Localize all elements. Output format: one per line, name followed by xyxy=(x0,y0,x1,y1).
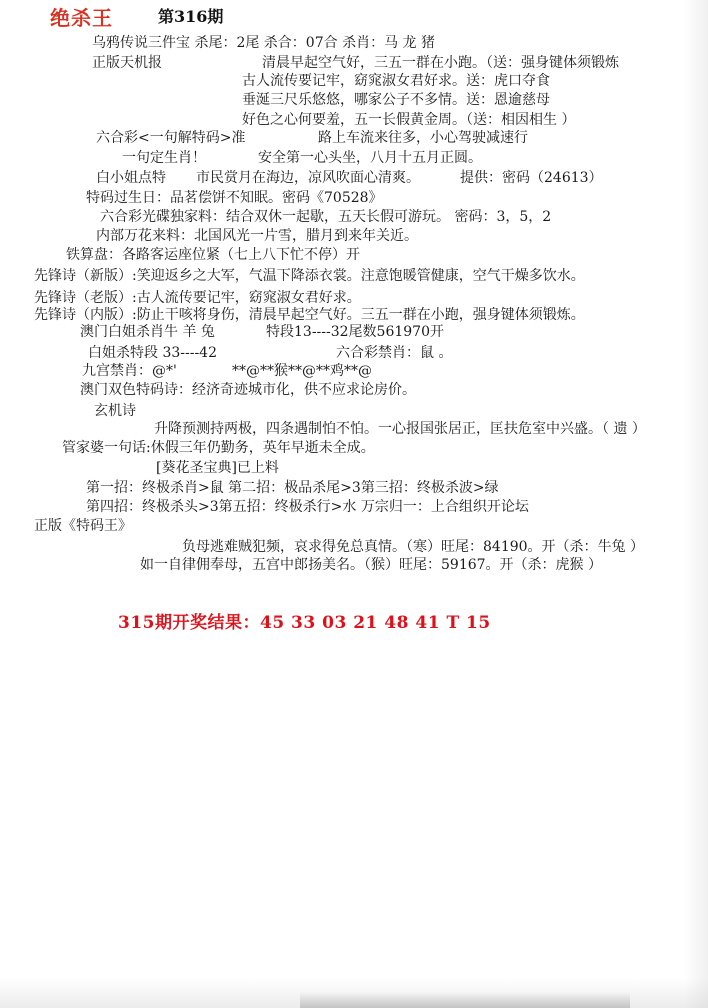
line-poem-2: 古人流传要记牢，窈窕淑女君好求。送：虎口夺食 xyxy=(242,73,550,89)
line-poem-3: 垂涎三尺乐悠悠，哪家公子不多情。送：恩逾慈母 xyxy=(242,92,550,108)
line-kuihua-title: [葵花圣宝典]已上料 xyxy=(156,460,279,476)
line-poem-1: 清晨早起空气好，三五一群在小跑。（送：强身键体须锻炼 xyxy=(262,55,619,71)
line-teduan: 特段13----32尾数561970开 xyxy=(266,324,444,340)
line-temawang-2: 如一自律佣奉母，五宫中郎扬美名。（猴）旺尾：59167。开（杀：虎猴 ） xyxy=(140,557,602,573)
line-tianjibao: 正版天机报 xyxy=(92,55,162,71)
line-liuhe-yiju: 六合彩<一句解特码>准 xyxy=(96,130,246,146)
line-kuihua-2: 第四招：终极杀头>3第五招：终极杀行>水 万宗归一：上合组织开论坛 xyxy=(86,499,529,515)
lottery-result: 315期开奖结果：45 33 03 21 48 41 T 15 xyxy=(118,613,491,633)
line-birthday: 特码过生日：品茗偿饼不知眠。密码《70528》 xyxy=(86,190,383,206)
bottom-scan-smear xyxy=(300,992,630,1008)
line-wanhua: 内部万花来料：北国风光一片雪，腊月到来年关近。 xyxy=(96,228,418,244)
line-guangdie: 六合彩光碟独家料：结合双休一起歇，五天长假可游玩。 密码：3，5，2 xyxy=(100,209,552,225)
line-liuhe-jinxiao: 六合彩禁肖：鼠 。 xyxy=(336,345,453,361)
line-jiugong: 九宫禁肖：@*' xyxy=(82,363,177,379)
line-temawang-1: 负母逃难贼犯频，哀求得免总真情。（寒）旺尾：84190。开（杀：牛兔 ） xyxy=(182,539,644,555)
line-xianfeng-new: 先锋诗（新版）:笑迎返乡之大军，气温下降添衣裳。注意饱暖管健康，空气干燥多饮水。 xyxy=(34,268,585,284)
line-temawang-title: 正版《特码王》 xyxy=(34,518,132,534)
line-aomen-baijie: 澳门白姐杀肖牛 羊 兔 xyxy=(80,324,215,340)
line-yiju-shengxiao: 一句定生肖！ xyxy=(122,150,206,166)
right-edge-shadow xyxy=(684,0,708,1008)
line-baixiaojie: 白小姐点特 xyxy=(96,170,166,186)
line-tiesuanpan: 铁算盘：各路客运座位紧（七上八下忙不停）开 xyxy=(66,247,360,263)
line-liuhe-yiju-text: 路上车流来往多，小心驾驶减速行 xyxy=(318,130,528,146)
line-xuanji-poem: 升降预测持两极，四条遇制怕不怕。一心报国张居正，匡扶危室中兴盛。（ 遗 ） xyxy=(154,421,646,437)
issue-number: 第316期 xyxy=(158,7,224,26)
logo-title: 绝杀王 xyxy=(50,6,113,30)
line-xianfeng-old: 先锋诗（老版）:古人流传要记牢，窈窕淑女君好求。 xyxy=(34,290,361,306)
line-aomen-shuangse: 澳门双色特码诗：经济奇迹城市化，供不应求论房价。 xyxy=(80,382,416,398)
line-jiugong-animals: **@**猴**@**鸡**@ xyxy=(232,363,372,379)
line-xuanji-title: 玄机诗 xyxy=(94,403,136,419)
line-poem-4: 好色之心何要羞，五一长假黄金周。（送：相因相生 ） xyxy=(242,112,576,128)
line-yiju-shengxiao-text: 安全第一心头坐，八月十五月正圆。 xyxy=(258,150,482,166)
line-wuya: 乌鸦传说三件宝 杀尾：2尾 杀合：07合 杀肖：马 龙 猪 xyxy=(92,35,435,51)
line-provider: 提供：密码（24613） xyxy=(460,170,603,186)
line-kuihua-1: 第一招：终极杀肖>鼠 第二招：极品杀尾>3第三招：终极杀波>绿 xyxy=(86,480,499,496)
line-guanjiapo: 管家婆一句话:休假三年仍勤务，英年早逝未全成。 xyxy=(62,440,375,456)
line-baijie-teduan: 白姐杀特段 33----42 xyxy=(88,345,218,361)
line-xianfeng-inner: 先锋诗（内版）:防止干咳将身伤，清晨早起空气好。三五一群在小跑，强身键体须锻炼。 xyxy=(34,307,585,323)
line-baixiaojie-text: 市民赏月在海边，凉风吹面心清爽。 xyxy=(196,170,420,186)
